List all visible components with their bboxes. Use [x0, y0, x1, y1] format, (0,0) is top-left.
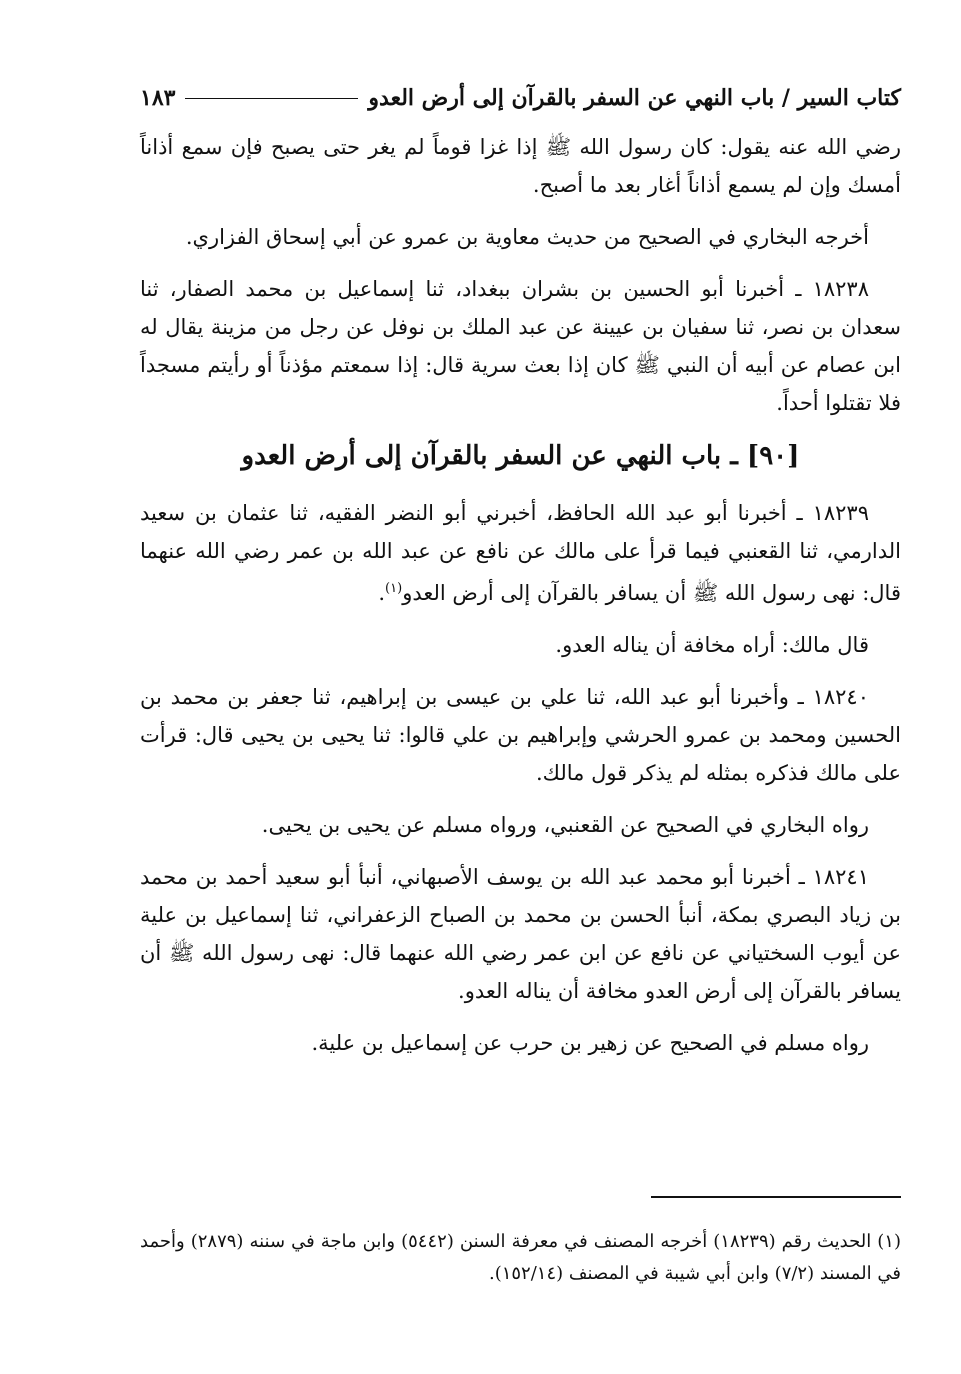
running-header-title: كتاب السير / باب النهي عن السفر بالقرآن إلى أرض العدو	[368, 85, 901, 111]
footnote	[140, 1226, 901, 1290]
footnote-divider	[651, 1196, 901, 1198]
page-number: ١٨٣	[140, 85, 176, 111]
paragraph-takhrij-1: أخرجه البخاري في الصحيح من حديث معاوية بن عمرو عن أبي إسحاق الفزاري.	[185, 225, 869, 249]
running-header	[140, 78, 901, 118]
hadith-18239-end: .	[378, 581, 386, 605]
paragraph-takhrij-3: رواه مسلم في الصحيح عن زهير بن حرب عن إسماعيل بن علية.	[311, 1031, 869, 1055]
hadith-18241: ١٨٢٤١ ـ أخبرنا أبو محمد عبد الله بن يوسف الأصبهاني، أنبأ أبو سعيد أحمد بن محمد بن زياد البصري بمكة، أنبأ الحسن بن محمد بن الصباح الزعفراني، ثنا إسماعيل بن علية عن أيوب السختياني عن نافع عن ابن عمر رضي الله عنهما قال: نهى رسول الله ﷺ أن يسافر بالقرآن إلى أرض العدو مخافة أن يناله العدو.	[140, 865, 901, 1003]
page-body	[140, 128, 901, 1076]
hadith-18239-text: ١٨٢٣٩ ـ أخبرنا أبو عبد الله الحافظ، أخبرني أبو النضر الفقيه، ثنا عثمان بن سعيد الدارمي، ثنا القعنبي فيما قرأ على مالك عن نافع عن عبد الله بن عمر رضي الله عنهما قال: نهى رسول الله ﷺ أن يسافر بالقرآن إلى أرض العدو	[140, 501, 901, 605]
footnote-1: (١) الحديث رقم (١٨٢٣٩) أخرجه المصنف في معرفة السنن (٥٤٤٢) وابن ماجة في سننه (٢٨٧٩) وأحمد في المسند (٧/٢) وابن أبي شيبة في المصنف (١٥٢/١٤).	[140, 1231, 901, 1284]
chapter-heading: [٩٠] ـ باب النهي عن السفر بالقرآن إلى أرض العدو	[241, 441, 800, 471]
hadith-18240: ١٨٢٤٠ ـ وأخبرنا أبو عبد الله، ثنا علي بن عيسى بن إبراهيم، ثنا جعفر بن محمد بن الحسين ومحمد بن عمرو الحرشي وإبراهيم بن علي قالوا: ثنا يحيى بن يحيى قال: قرأت على مالك فذكره بمثله لم يذكر قول مالك.	[140, 685, 901, 785]
hadith-18238: ١٨٢٣٨ ـ أخبرنا أبو الحسين بن بشران ببغداد، ثنا إسماعيل بن محمد الصفار، ثنا سعدان بن نصر، ثنا سفيان بن عيينة عن عبد الملك بن نوفل عن رجل من مزينة يقال له ابن عصام عن أبيه أن النبي ﷺ كان إذا بعث سرية قال: إذا سمعتم مؤذناً أو رأيتم مسجداً فلا تقتلوا أحداً.	[140, 277, 902, 415]
hadith-18239	[140, 494, 901, 612]
malik-comment: قال مالك: أراه مخافة أن يناله العدو.	[555, 633, 869, 657]
paragraph-continuation: رضي الله عنه يقول: كان رسول الله ﷺ إذا غزا قوماً لم يغر حتى يصبح فإن سمع أذاناً أمسك وإن لم يسمع أذاناً أغار بعد ما أصبح.	[140, 135, 901, 197]
header-rule	[185, 98, 358, 99]
footnote-marker[interactable]: (١)	[385, 581, 403, 596]
paragraph-takhrij-2: رواه البخاري في الصحيح عن القعنبي، ورواه مسلم عن يحيى بن يحيى.	[261, 813, 869, 837]
